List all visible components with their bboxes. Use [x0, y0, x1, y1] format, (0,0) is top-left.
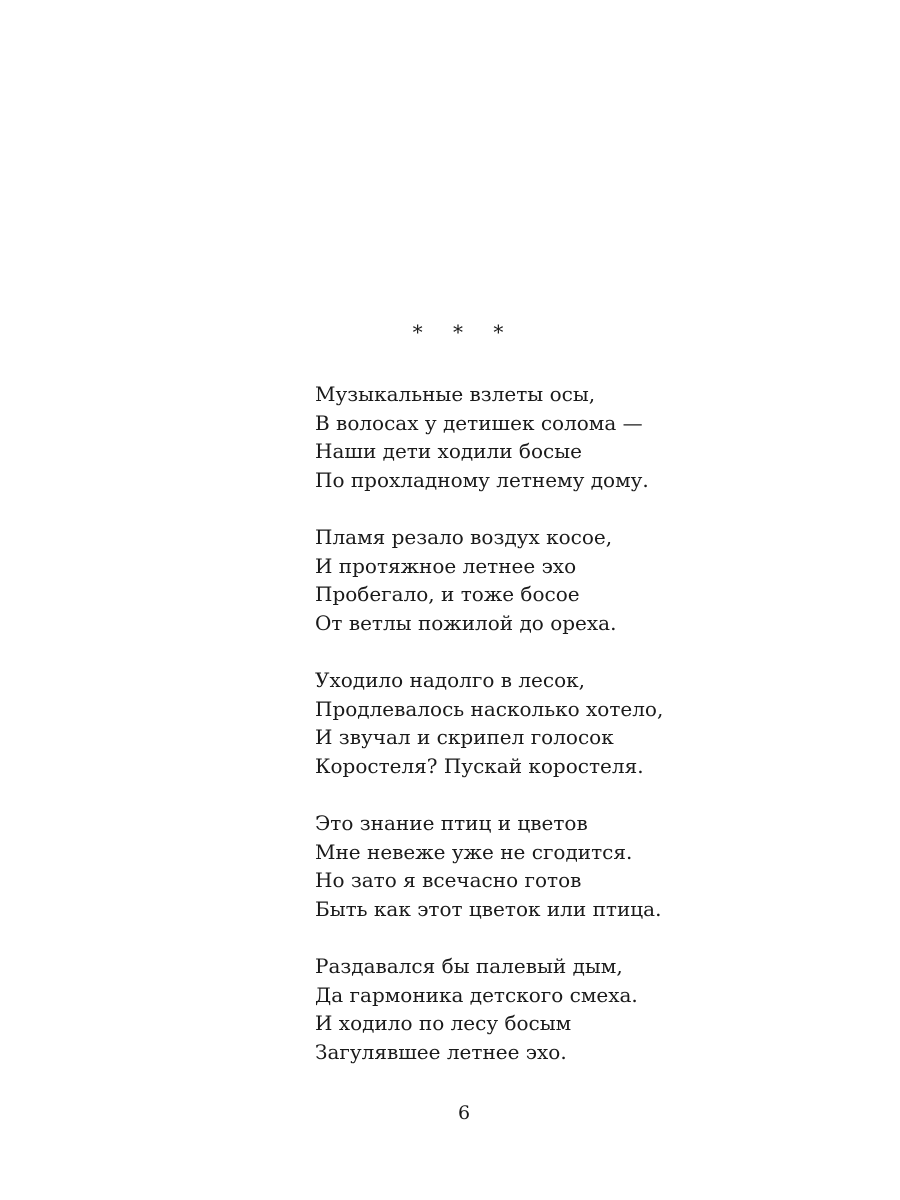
poem-line: По прохладному летнему дому. — [315, 467, 649, 492]
poem-line: Но зато я всечасно готов — [315, 868, 582, 892]
poem-line: От ветлы пожилой до ореха. — [315, 610, 617, 635]
page-number: 6 — [457, 1102, 471, 1124]
poem-line: Раздавался бы палевый дым, — [315, 954, 623, 978]
stanza — [315, 523, 815, 637]
poem-line: Быть как этот цветок или птица. — [315, 896, 662, 921]
poem-line: Это знание птиц и цветов — [315, 811, 588, 835]
poem-line: Наши дети ходили босые — [315, 439, 582, 463]
poem-line: Продлевалось насколько хотело, — [315, 696, 664, 721]
poem-line: И протяжное летнее эхо — [315, 553, 577, 578]
poem-line: Пламя резало воздух косое, — [315, 525, 613, 549]
poem-line: Мне невеже уже не сгодится. — [315, 839, 633, 864]
stanza — [315, 952, 815, 1066]
poem-line: Да гармоника детского смеха. — [315, 982, 638, 1007]
poem — [315, 380, 815, 1095]
poem-line: Музыкальные взлеты осы, — [315, 382, 596, 406]
poem-line: В волосах у детишек солома — — [315, 410, 643, 435]
stanza — [315, 809, 815, 923]
poem-line: Пробегало, и тоже босое — [315, 582, 580, 606]
poem-line: Загулявшее летнее эхо. — [315, 1039, 567, 1064]
poem-line: И звучал и скрипел голосок — [315, 725, 614, 749]
poem-line: И ходило по лесу босым — [315, 1011, 572, 1035]
stanza — [315, 380, 815, 494]
poem-line: Уходило надолго в лесок, — [315, 668, 585, 692]
poem-line: Коростеля? Пускай коростеля. — [315, 753, 644, 778]
section-separator: * * * — [412, 320, 516, 344]
stanza — [315, 666, 815, 780]
